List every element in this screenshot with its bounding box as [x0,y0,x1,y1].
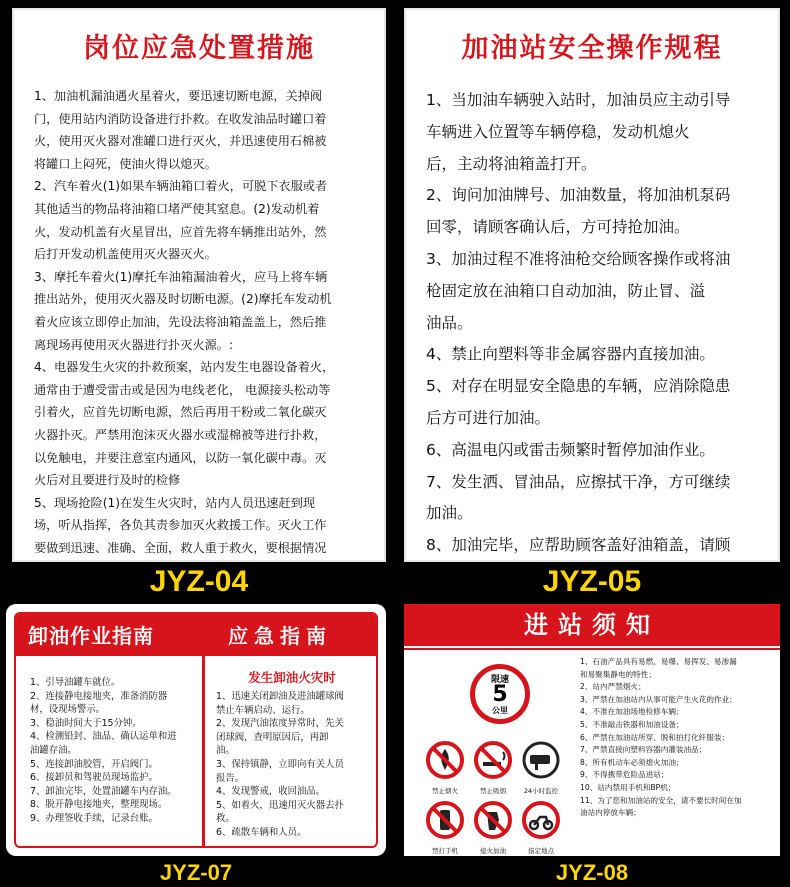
sign-title: 进站须知 [404,604,780,646]
cctv-sign [514,740,568,795]
product-code: JYZ-05 [542,565,642,598]
text-line: 9、不得携带危险品进站； [580,770,669,780]
text-line: 后，主动将油箱盖打开。 [426,154,597,173]
text-line: 枪固定放在油箱口自动加油，防止冒、溢 [426,281,706,300]
speed-limit-unit: 公里 [492,706,508,715]
product-code: JYZ-08 [555,860,629,885]
text-line: 火后对且要进行及时的检修 [34,473,181,488]
no-fire-sign [418,740,472,795]
sign-label: 24小时监控 [523,787,559,795]
text-line: 火，使用灭火器对准罐口进行灭火，并迅速使用石棉被 [34,134,327,149]
text-line: 后方可进行加油。 [426,408,551,427]
text-line: 10、站内禁用手机和BP机； [580,782,676,792]
text-line: 回零，请顾客确认后，方可持抢加油。 [426,218,690,237]
text-line: 5、如着火，迅速用灭火器去扑 [216,799,344,811]
fuel-nozzle-icon [473,800,513,840]
text-line: 2、汽车着火(1)如果车辆油箱口着火，可脱下衣服或者 [34,179,328,194]
text-line: 1、石油产品具有易燃、易爆、易挥发、易渗漏 [580,657,737,666]
text-line: 以免触电，并要注意室内通风，以防一氧化碳中毒。灭 [34,450,327,465]
engine-off-sign [466,800,520,855]
right-section-subtitle: 发生卸油火灾时 [248,670,336,685]
sign-body [406,87,778,562]
text-line: 8、所有机动车必须熄火加油； [580,757,684,767]
right-section-list [216,690,374,840]
product-code: JYZ-07 [159,860,233,885]
text-line: 火，发动机盖有火星冒出，应首先将车辆推出站外，然 [34,224,327,239]
text-line: 9、办理签收手续，记录台账。 [30,812,158,824]
right-section-title: 应急指南 [228,624,332,648]
text-line: 1、加油机漏油遇火星着火，要迅速切断电源，关掉阀 [34,89,323,103]
text-line: 引着火，应首先切断电源，然后再用干粉或二氧化碳灭 [34,405,327,420]
text-line: 闭球阀，查明原因后，再卸 [216,731,329,743]
left-section-title: 卸油作业指南 [28,624,154,648]
text-line [34,559,368,562]
text-line: 场，听从指挥，各负其责参加灭火救援工作。灭火工作 [34,518,327,533]
text-line: 6、严禁在加油站所穿、脱和拍打化纤服装； [580,732,730,742]
header-underline [404,648,780,650]
text-line: 2、连接静电接地夹，准备消防器 [30,690,168,702]
no-fire-icon [425,740,465,780]
text-line: 火器扑灭。严禁用泡沫灭火器水或湿棉被等进行扑救， [34,427,327,442]
speed-limit-sign [470,664,530,724]
sign-body [14,85,384,562]
text-line: 报告。 [216,772,245,784]
text-line: 3、摩托车着火(1)摩托车油箱漏油着火，应马上将车辆 [34,269,328,284]
text-line: 4、禁止向塑料等非金属容器内直接加油。 [426,345,715,364]
left-section-list [30,676,202,826]
sign-jyz-08 [404,604,780,856]
sign-label: 禁止烟火 [432,787,458,795]
no-smoking-sign [466,740,520,795]
text-line: 车辆进入位置等车辆停稳，发动机熄火 [426,122,690,141]
text-line: 加油。 [426,504,473,523]
text-line: 通常由于遭受雷击或是因为电线老化， 电源接头松动等 [34,382,331,397]
text-line: 4、发现警戒，收回油品。 [216,786,326,798]
no-phone-icon [425,800,465,840]
text-line: 3、严禁在加油站内从事可能产生火花的作业； [580,694,737,704]
text-line: 8、加油完毕，应帮助顾客盖好油箱盖，请顾 [426,536,731,555]
text-line: 4、检测铅封、油品、确认运单和进 [30,731,177,743]
text-line: 3、稳油时间大于15分钟。 [30,717,142,729]
text-line: 5、不准敲击铁器和加油设备； [580,719,684,729]
text-line: 油品。 [426,313,473,332]
text-line: 7、发生洒、冒油品，应擦拭干净，方可继续 [426,472,731,491]
text-line: 1、引导油罐车就位。 [30,677,121,688]
motorcycle-icon [521,800,561,840]
text-line: 禁止车辆启动、运行。 [216,704,310,716]
text-line: 2、发现汽油浓度异常时，先关 [216,718,344,730]
sign-jyz-07 [6,604,386,856]
designated-area-sign [514,800,568,855]
sign-jyz-05 [404,8,780,562]
text-line: 11、为了您和加油站的安全，请不要长时间在加 [580,795,742,805]
sign-frame [14,612,378,848]
text-line: 6、接卸员和驾驶员现场监护。 [30,772,158,784]
text-line: 要做到迅速、准确、全面，救人重于救火，要根据情况 [34,540,327,555]
product-code: JYZ-04 [149,565,249,598]
text-line: 后打开发动机盖使用灭火器灭火。 [34,247,217,262]
text-line: 推出站外，使用灭火器及时切断电源。(2)摩托车发动机 [34,292,332,307]
text-line: 3、保持镇静，立即向有关人员 [216,758,344,770]
text-line: 油。 [216,745,235,757]
sign-label: 指定地点 [528,847,554,855]
text-line: 6、高温电闪或雷击频繁时暂停加油作业。 [426,440,715,459]
text-line: 7、卸油完毕，处置油罐车内存油。 [30,785,177,797]
text-line: 1、迅速关闭卸油及进油罐球阀 [216,691,344,702]
text-line: 离现场再使用灭火器进行扑灭火源。: [34,337,234,352]
no-phone-sign [418,800,472,855]
text-line: 3、加油过程不准将油枪交给顾客操作或将油 [426,249,731,268]
text-line: 5、对存在明显安全隐患的车辆，应消除隐患 [426,377,731,396]
text-line: 7、严禁直接向塑料容器内灌装油品； [580,745,707,755]
text-line: 其他适当的物品将油箱口堵严使其窒息。(2)发动机着 [34,201,320,216]
sign-label: 熄火加油 [480,847,506,855]
sign-title: 加油站安全操作规程 [461,33,723,64]
text-line: 8、脱开静电接地夹，整理现场。 [30,799,168,811]
text-line: 门，使用站内消防设备进行扑救。在收发油品时罐口着 [34,111,327,126]
text-line: 6、疏散车辆和人员。 [216,826,307,838]
speed-limit-label: 限速 [490,675,509,685]
sign-title: 岗位应急处置措施 [83,33,315,64]
text-line: 材，设现场警示。 [30,704,106,716]
sign-label: 禁打手机 [432,847,458,855]
text-line: 4、电器发生火灾的扑救预案，站内发生电器设备着火， [34,360,335,375]
text-line: 5、连接卸油胶管，开启阀门。 [30,758,158,770]
text-line: 将罐口上闷死，使油火得以熄灭。 [34,156,217,171]
text-line: 着火应该立即停止加油，先设法将油箱盖盖上，然后推 [34,314,327,329]
camera-icon [521,740,561,780]
text-line: 救。 [216,813,235,825]
notice-list [580,656,776,820]
text-line: 1、当加油车辆驶入站时，加油员应主动引导 [426,91,731,109]
text-line: 和易聚集静电的特性； [580,669,656,679]
sign-label: 禁止吸烟 [480,787,506,795]
text-line: 2、询问加油牌号、加油数量，将加油机泵码 [426,186,731,205]
text-line: 油罐存油。 [30,744,77,756]
text-line: 4、不准在加油场地检修车辆； [580,707,684,717]
text-line: 油站内停放车辆； [580,808,641,818]
text-line: 5、现场抢险(1)在发生火灾时，站内人员迅速赶到现 [34,495,315,510]
text-line: 2、站内严禁烟火； [580,682,646,692]
sign-jyz-04 [12,8,386,562]
speed-limit-value: 5 [492,682,508,707]
section-divider [202,614,205,848]
sign-header-bar [16,614,376,656]
no-smoking-icon [473,740,513,780]
